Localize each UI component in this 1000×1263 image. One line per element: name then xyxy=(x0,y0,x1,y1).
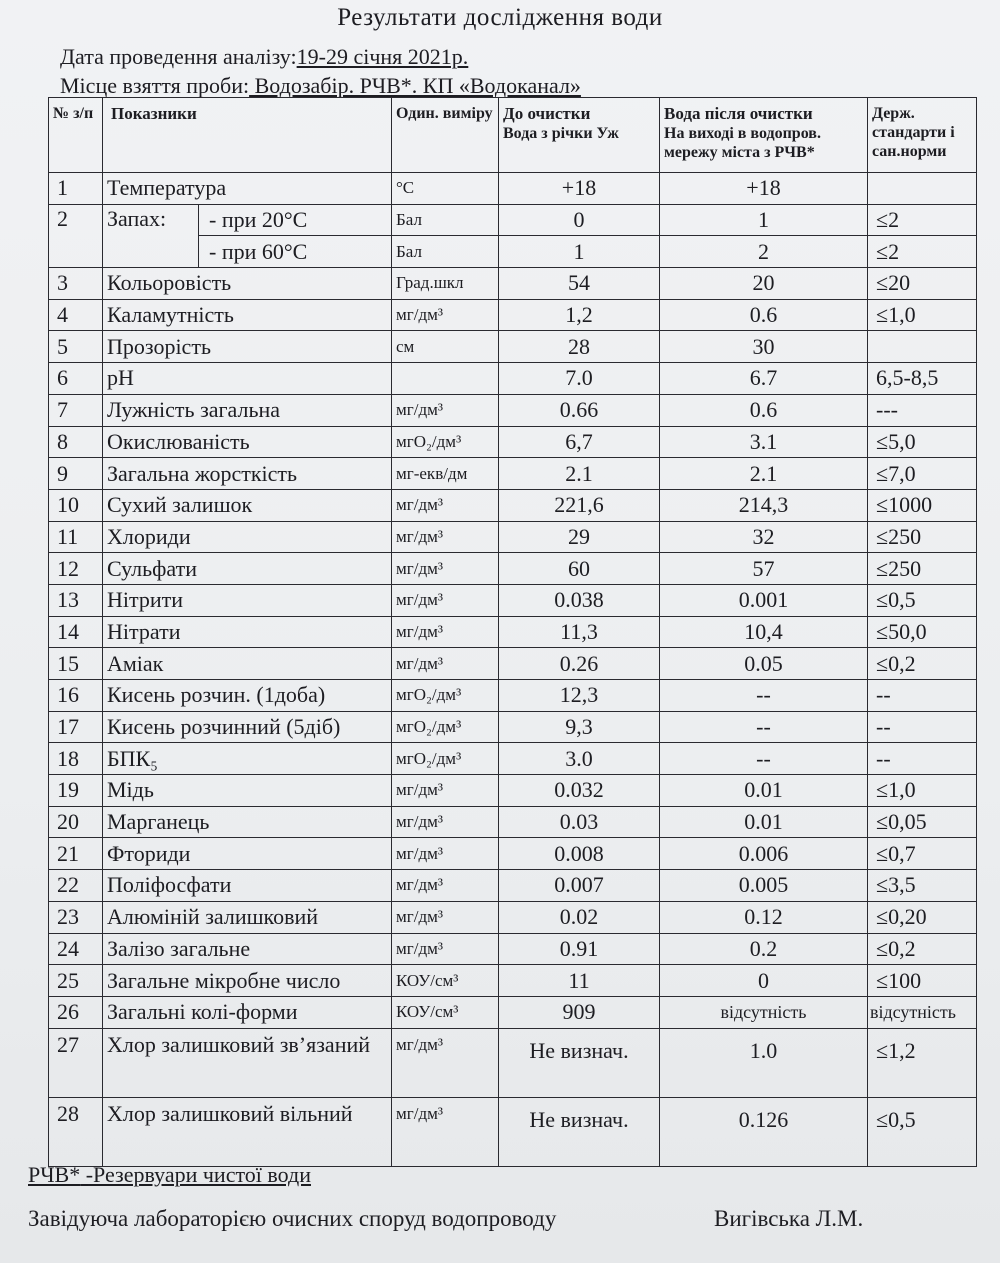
table-row xyxy=(49,426,977,458)
row-after: 30 xyxy=(660,331,868,363)
row-unit: мгО₂/дм³ xyxy=(392,426,499,458)
row-num: 23 xyxy=(49,901,103,933)
header-before-title: До очистки xyxy=(503,104,591,123)
header-num: № з/п xyxy=(49,98,103,173)
row-unit: мг/дм³ xyxy=(392,870,499,902)
row-unit: мг/дм³ xyxy=(392,648,499,680)
row-unit: мг-екв/дм xyxy=(392,458,499,490)
row-before: 0.008 xyxy=(499,838,660,870)
table-row xyxy=(49,521,977,553)
header-row xyxy=(49,98,977,173)
row-after: 32 xyxy=(660,521,868,553)
row-param: Окислюваність xyxy=(103,426,392,458)
row-std: ≤0,20 xyxy=(868,901,977,933)
row-after: 0.01 xyxy=(660,806,868,838)
row-unit: Град.шкл xyxy=(392,268,499,300)
row-before: Не визнач. xyxy=(499,1028,660,1097)
row-param: Температура xyxy=(103,173,392,205)
results-table xyxy=(48,97,977,1167)
row-param: Фториди xyxy=(103,838,392,870)
row-num: 11 xyxy=(49,521,103,553)
row-before: 1 xyxy=(499,236,660,268)
row-num: 10 xyxy=(49,489,103,521)
signature-line xyxy=(28,1206,864,1232)
table-row xyxy=(49,775,977,807)
table-row xyxy=(49,173,977,205)
row-num: 26 xyxy=(49,996,103,1028)
row-num: 9 xyxy=(49,458,103,490)
row-num: 27 xyxy=(49,1028,103,1097)
table-row xyxy=(49,489,977,521)
row-std: ≤1,0 xyxy=(868,299,977,331)
row-unit: °С xyxy=(392,173,499,205)
signature-role: Завідуюча лабораторією очисних споруд водопроводу xyxy=(28,1206,557,1231)
row-param: Кольоровість xyxy=(103,268,392,300)
sampling-place xyxy=(60,73,581,99)
table-row xyxy=(49,996,977,1028)
row-param: Мідь xyxy=(103,775,392,807)
row-before: 54 xyxy=(499,268,660,300)
row-std xyxy=(868,173,977,205)
row-param: Прозорість xyxy=(103,331,392,363)
row-num: 7 xyxy=(49,394,103,426)
row-before: 0.03 xyxy=(499,806,660,838)
row-unit: мг/дм³ xyxy=(392,1097,499,1166)
row-unit: мг/дм³ xyxy=(392,901,499,933)
row-std: ≤1,2 xyxy=(868,1028,977,1097)
table-row xyxy=(49,458,977,490)
row-after: 0 xyxy=(660,965,868,997)
row-before: 3.0 xyxy=(499,743,660,775)
row-unit: КОУ/см³ xyxy=(392,965,499,997)
row-num: 15 xyxy=(49,648,103,680)
row-std: ≤0,5 xyxy=(868,584,977,616)
header-std: Держ. стандарти і сан.норми xyxy=(868,98,977,173)
date-value: 19-29 січня 2021р. xyxy=(296,44,469,69)
table-row xyxy=(49,299,977,331)
row-num: 14 xyxy=(49,616,103,648)
table-row xyxy=(49,1097,977,1166)
row-unit: мг/дм³ xyxy=(392,838,499,870)
row-std: ≤1,0 xyxy=(868,775,977,807)
table-row xyxy=(49,743,977,775)
row-param: БПК₅ xyxy=(103,743,392,775)
row-num: 20 xyxy=(49,806,103,838)
row-after: 57 xyxy=(660,553,868,585)
row-num: 18 xyxy=(49,743,103,775)
table-row xyxy=(49,965,977,997)
date-label: Дата проведення аналізу: xyxy=(60,44,297,69)
row-before: 0.038 xyxy=(499,584,660,616)
row-before: 0.91 xyxy=(499,933,660,965)
header-before-sub: Вода з річки Уж xyxy=(503,125,619,142)
row-after: 2 xyxy=(660,236,868,268)
table-row xyxy=(49,1028,977,1097)
row-param: Хлориди xyxy=(103,521,392,553)
row-std: ≤250 xyxy=(868,553,977,585)
row-after: 3.1 xyxy=(660,426,868,458)
row-param: Кисень розчинний (5діб) xyxy=(103,711,392,743)
table-row xyxy=(49,901,977,933)
row-std xyxy=(868,331,977,363)
row-num: 24 xyxy=(49,933,103,965)
row-std: ≤50,0 xyxy=(868,616,977,648)
row-before: 29 xyxy=(499,521,660,553)
header-after-title: Вода після очистки xyxy=(664,104,813,123)
row-num: 13 xyxy=(49,584,103,616)
table-row xyxy=(49,204,977,236)
row-num: 21 xyxy=(49,838,103,870)
row-num: 28 xyxy=(49,1097,103,1166)
row-before: 60 xyxy=(499,553,660,585)
row-std: -- xyxy=(868,711,977,743)
row-before: 7.0 xyxy=(499,363,660,395)
table-row xyxy=(49,553,977,585)
row-before: 221,6 xyxy=(499,489,660,521)
table-row xyxy=(49,363,977,395)
row-std: відсутність xyxy=(868,996,977,1028)
row-before: 28 xyxy=(499,331,660,363)
row-unit: мг/дм³ xyxy=(392,1028,499,1097)
table-row xyxy=(49,680,977,712)
row-param: Нітрити xyxy=(103,584,392,616)
row-before: 11 xyxy=(499,965,660,997)
table-row xyxy=(49,838,977,870)
row-num: 3 xyxy=(49,268,103,300)
row-unit: мг/дм³ xyxy=(392,933,499,965)
document-title: Результати дослідження води xyxy=(337,4,663,31)
row-unit: мг/дм³ xyxy=(392,489,499,521)
row-std: ≤1000 xyxy=(868,489,977,521)
row-param: Сухий залишок xyxy=(103,489,392,521)
row-after: 0.006 xyxy=(660,838,868,870)
place-value: Водозабір. РЧВ*. КП «Водоканал» xyxy=(249,73,581,98)
row-before: 0.26 xyxy=(499,648,660,680)
row-unit: мг/дм³ xyxy=(392,394,499,426)
footnote-text: -Резервуари чистої води xyxy=(80,1162,311,1187)
row-param: Аміак xyxy=(103,648,392,680)
row-before: 0.032 xyxy=(499,775,660,807)
row-param: Марганець xyxy=(103,806,392,838)
row-param: Каламутність xyxy=(103,299,392,331)
row-before: 1,2 xyxy=(499,299,660,331)
row-unit: мг/дм³ xyxy=(392,299,499,331)
row-after: 1 xyxy=(660,204,868,236)
row-std: ≤3,5 xyxy=(868,870,977,902)
table-row xyxy=(49,806,977,838)
row-num: 4 xyxy=(49,299,103,331)
row-before: 0 xyxy=(499,204,660,236)
row-unit: мгО₂/дм³ xyxy=(392,743,499,775)
row-after: 0.2 xyxy=(660,933,868,965)
header-after xyxy=(660,98,868,173)
row-param: Загальне мікробне число xyxy=(103,965,392,997)
row-unit: Бал xyxy=(392,204,499,236)
table-row xyxy=(49,711,977,743)
row-param: Кисень розчин. (1доба) xyxy=(103,680,392,712)
row-std: ≤5,0 xyxy=(868,426,977,458)
footnote-abbr: РЧВ* xyxy=(28,1162,81,1187)
row-after: 0.005 xyxy=(660,870,868,902)
row-param: Нітрати xyxy=(103,616,392,648)
row-std: ≤0,5 xyxy=(868,1097,977,1166)
row-unit: мг/дм³ xyxy=(392,553,499,585)
row-after: +18 xyxy=(660,173,868,205)
row-unit: мгО₂/дм³ xyxy=(392,680,499,712)
row-unit: мг/дм³ xyxy=(392,775,499,807)
row-std: ≤0,2 xyxy=(868,933,977,965)
row-std: ≤100 xyxy=(868,965,977,997)
table-row xyxy=(49,394,977,426)
table-row xyxy=(49,584,977,616)
row-num: 22 xyxy=(49,870,103,902)
row-after: 0.12 xyxy=(660,901,868,933)
row-after: -- xyxy=(660,711,868,743)
row-unit xyxy=(392,363,499,395)
row-before: 6,7 xyxy=(499,426,660,458)
row-unit: мгО₂/дм³ xyxy=(392,711,499,743)
row-std: ≤2 xyxy=(868,236,977,268)
row-after: 214,3 xyxy=(660,489,868,521)
row-before: 0.02 xyxy=(499,901,660,933)
row-param: pH xyxy=(103,363,392,395)
table-row xyxy=(49,870,977,902)
row-before: Не визнач. xyxy=(499,1097,660,1166)
row-param: Залізо загальне xyxy=(103,933,392,965)
row-sub: - при 60°С xyxy=(199,236,392,268)
row-unit: мг/дм³ xyxy=(392,616,499,648)
row-before: +18 xyxy=(499,173,660,205)
row-after: 0.05 xyxy=(660,648,868,680)
row-num: 8 xyxy=(49,426,103,458)
row-unit: мг/дм³ xyxy=(392,521,499,553)
row-after: 0.6 xyxy=(660,394,868,426)
header-unit: Один. виміру xyxy=(392,98,499,173)
row-std: ≤0,05 xyxy=(868,806,977,838)
row-param: Хлор залишковий вільний xyxy=(103,1097,392,1166)
row-std: ≤0,7 xyxy=(868,838,977,870)
row-std: --- xyxy=(868,394,977,426)
row-sub: - при 20°С xyxy=(199,204,392,236)
row-std: -- xyxy=(868,680,977,712)
row-before: 0.66 xyxy=(499,394,660,426)
row-num: 5 xyxy=(49,331,103,363)
row-unit: мг/дм³ xyxy=(392,584,499,616)
row-before: 909 xyxy=(499,996,660,1028)
header-before xyxy=(499,98,660,173)
table-row xyxy=(49,268,977,300)
row-num: 25 xyxy=(49,965,103,997)
row-unit: см xyxy=(392,331,499,363)
row-after: 1.0 xyxy=(660,1028,868,1097)
row-param: Лужність загальна xyxy=(103,394,392,426)
row-std: ≤20 xyxy=(868,268,977,300)
row-std: ≤7,0 xyxy=(868,458,977,490)
row-std: -- xyxy=(868,743,977,775)
row-num: 16 xyxy=(49,680,103,712)
signature-name: Вигівська Л.М. xyxy=(714,1206,864,1231)
row-num: 17 xyxy=(49,711,103,743)
row-std: 6,5-8,5 xyxy=(868,363,977,395)
row-after: -- xyxy=(660,680,868,712)
row-param: Хлор залишковий зв’язаний xyxy=(103,1028,392,1097)
row-before: 2.1 xyxy=(499,458,660,490)
row-after: відсутність xyxy=(660,996,868,1028)
table-row xyxy=(49,331,977,363)
row-after: 0.01 xyxy=(660,775,868,807)
row-num: 12 xyxy=(49,553,103,585)
row-num: 1 xyxy=(49,173,103,205)
row-param: Запах: xyxy=(103,204,199,267)
analysis-date xyxy=(60,44,468,70)
row-after: 0.6 xyxy=(660,299,868,331)
row-unit: КОУ/см³ xyxy=(392,996,499,1028)
row-std: ≤0,2 xyxy=(868,648,977,680)
row-before: 11,3 xyxy=(499,616,660,648)
row-num: 19 xyxy=(49,775,103,807)
header-param: Показники xyxy=(103,98,392,173)
row-after: 10,4 xyxy=(660,616,868,648)
row-unit: мг/дм³ xyxy=(392,806,499,838)
row-param: Поліфосфати xyxy=(103,870,392,902)
table-row xyxy=(49,616,977,648)
row-before: 0.007 xyxy=(499,870,660,902)
row-after: 20 xyxy=(660,268,868,300)
row-std: ≤2 xyxy=(868,204,977,236)
table-row xyxy=(49,648,977,680)
row-param: Загальна жорсткість xyxy=(103,458,392,490)
table-row xyxy=(49,933,977,965)
row-after: 2.1 xyxy=(660,458,868,490)
row-std: ≤250 xyxy=(868,521,977,553)
place-label: Місце взяття проби: xyxy=(60,73,250,98)
row-param: Алюміній залишковий xyxy=(103,901,392,933)
row-num: 2 xyxy=(49,204,103,267)
row-unit: Бал xyxy=(392,236,499,268)
footnote xyxy=(28,1162,311,1188)
row-param: Сульфати xyxy=(103,553,392,585)
row-before: 9,3 xyxy=(499,711,660,743)
row-after: 0.001 xyxy=(660,584,868,616)
row-num: 6 xyxy=(49,363,103,395)
header-after-sub: На виході в водопров. мережу міста з РЧВ* xyxy=(664,125,821,161)
row-param: Загальні колі-форми xyxy=(103,996,392,1028)
row-after: -- xyxy=(660,743,868,775)
row-after: 6.7 xyxy=(660,363,868,395)
row-before: 12,3 xyxy=(499,680,660,712)
row-after: 0.126 xyxy=(660,1097,868,1166)
